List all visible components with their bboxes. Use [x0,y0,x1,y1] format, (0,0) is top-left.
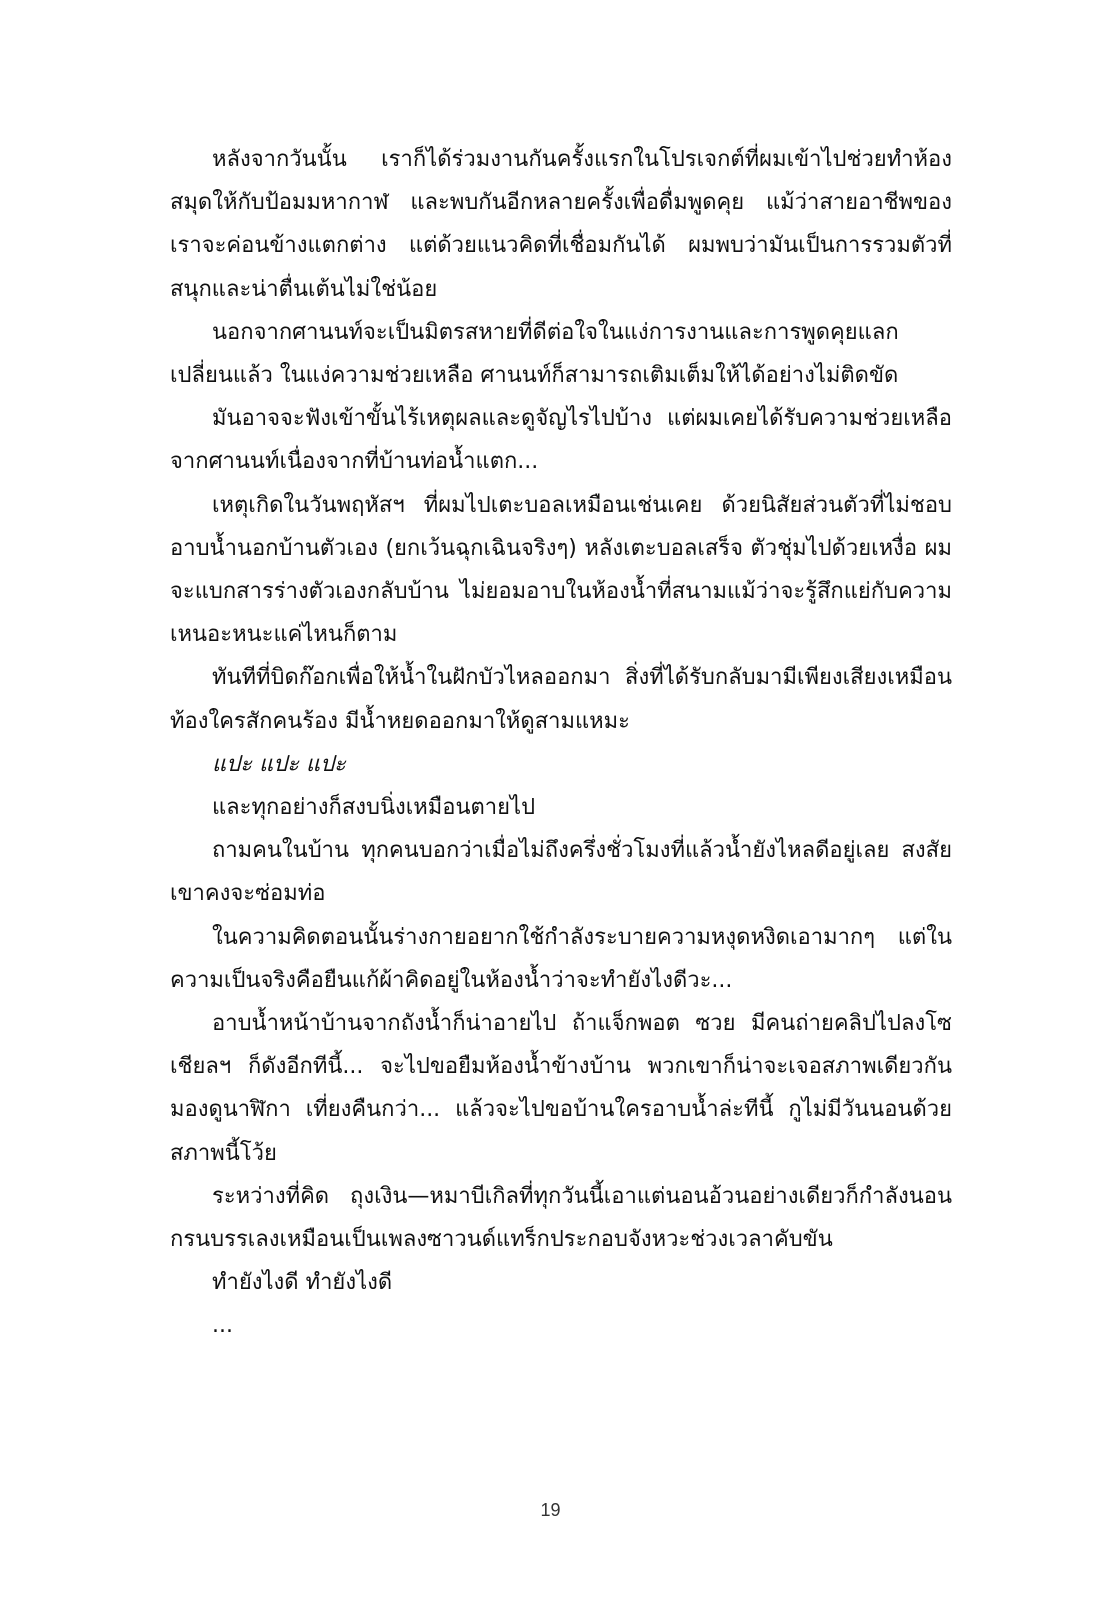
paragraph: ถามคนในบ้าน ทุกคนบอกว่าเมื่อไม่ถึงครึ่งชั่วโมงที่แล้วน้ำยังไหลดีอยู่เลย สงสัยเขาคงจะซ่อมท่อ [170,838,952,907]
paragraph: ทำยังไงดี ทำยังไงดี [212,1270,393,1296]
paragraph: เหตุเกิดในวันพฤหัสฯ ที่ผมไปเตะบอลเหมือนเช่นเคย ด้วยนิสัยส่วนตัวที่ไม่ชอบอาบน้ำนอกบ้านตัวเอง (ยกเว้นฉุกเฉินจริงๆ) หลังเตะบอลเสร็จ ตัวชุ่มไปด้วยเหงื่อ ผมจะแบกสารร่างตัวเองกลับบ้าน ไม่ยอมอาบในห้องน้ำที่สนามแม้ว่าจะรู้สึกแย่กับความเหนอะหนะแค่ไหนก็ตาม [170,492,952,648]
paragraph: ระหว่างที่คิด ถุงเงิน—หมาบีเกิลที่ทุกวันนี้เอาแต่นอนอ้วนอย่างเดียวก็กำลังนอนกรนบรรเลงเหมือนเป็นเพลงซาวนด์แทร็กประกอบจังหวะช่วงเวลาคับขัน [170,1183,952,1253]
paragraph-ellipsis: ... [212,1313,233,1339]
paragraph: อาบน้ำหน้าบ้านจากถังน้ำก็น่าอายไป ถ้าแจ็กพอต ซวย มีคนถ่ายคลิปไปลงโซเชียลฯ ก็ดังอีกทีนี้... จะไปขอยืมห้องน้ำข้างบ้าน พวกเขาก็น่าจะเจอสภาพเดียวกัน มองดูนาฬิกา เที่ยงคืนกว่า... แล้วจะไปขอบ้านใครอาบน้ำล่ะทีนี้ กูไม่มีวันนอนด้วยสภาพนี้โว้ย [170,1011,952,1166]
page-number: 19 [540,1500,561,1520]
paragraph: มันอาจจะฟังเข้าขั้นไร้เหตุผลและดูจัญไรไปบ้าง แต่ผมเคยได้รับความช่วยเหลือจากศานนท์เนื่องจากที่บ้านท่อน้ำแตก... [170,406,952,475]
paragraph-sound-effect: แปะ แปะ แปะ [212,751,346,777]
paragraph: หลังจากวันนั้น เราก็ได้ร่วมงานกันครั้งแรกในโปรเจกต์ที่ผมเข้าไปช่วยทำห้องสมุดให้กับป้อมมหากาฬ และพบกันอีกหลายครั้งเพื่อดื่มพูดคุย แม้ว่าสายอาชีพของเราจะค่อนข้างแตกต่าง แต่ด้วยแนวคิดที่เชื่อมกันได้ ผมพบว่ามันเป็นการรวมตัวที่สนุกและน่าตื่นเต้นไม่ใช่น้อย [170,147,952,302]
paragraph: ในความคิดตอนนั้นร่างกายอยากใช้กำลังระบายความหงุดหงิดเอามากๆ แต่ในความเป็นจริงคือยืนแก้ผ้าคิดอยู่ในห้องน้ำว่าจะทำยังไงดีวะ... [170,924,952,993]
body-text [170,138,952,1348]
paragraph: ทันทีที่บิดก๊อกเพื่อให้น้ำในฝักบัวไหลออกมา สิ่งที่ได้รับกลับมามีเพียงเสียงเหมือนท้องใครสักคนร้อง มีน้ำหยดออกมาให้ดูสามแหมะ [170,665,952,734]
paragraph: นอกจากศานนท์จะเป็นมิตรสหายที่ดีต่อใจในแง่การงานและการพูดคุยแลกเปลี่ยนแล้ว ในแง่ความช่วยเหลือ ศานนท์ก็สามารถเติมเต็มให้ได้อย่างไม่ติดขัด [170,319,899,389]
paragraph: และทุกอย่างก็สงบนิ่งเหมือนตายไป [212,795,536,821]
